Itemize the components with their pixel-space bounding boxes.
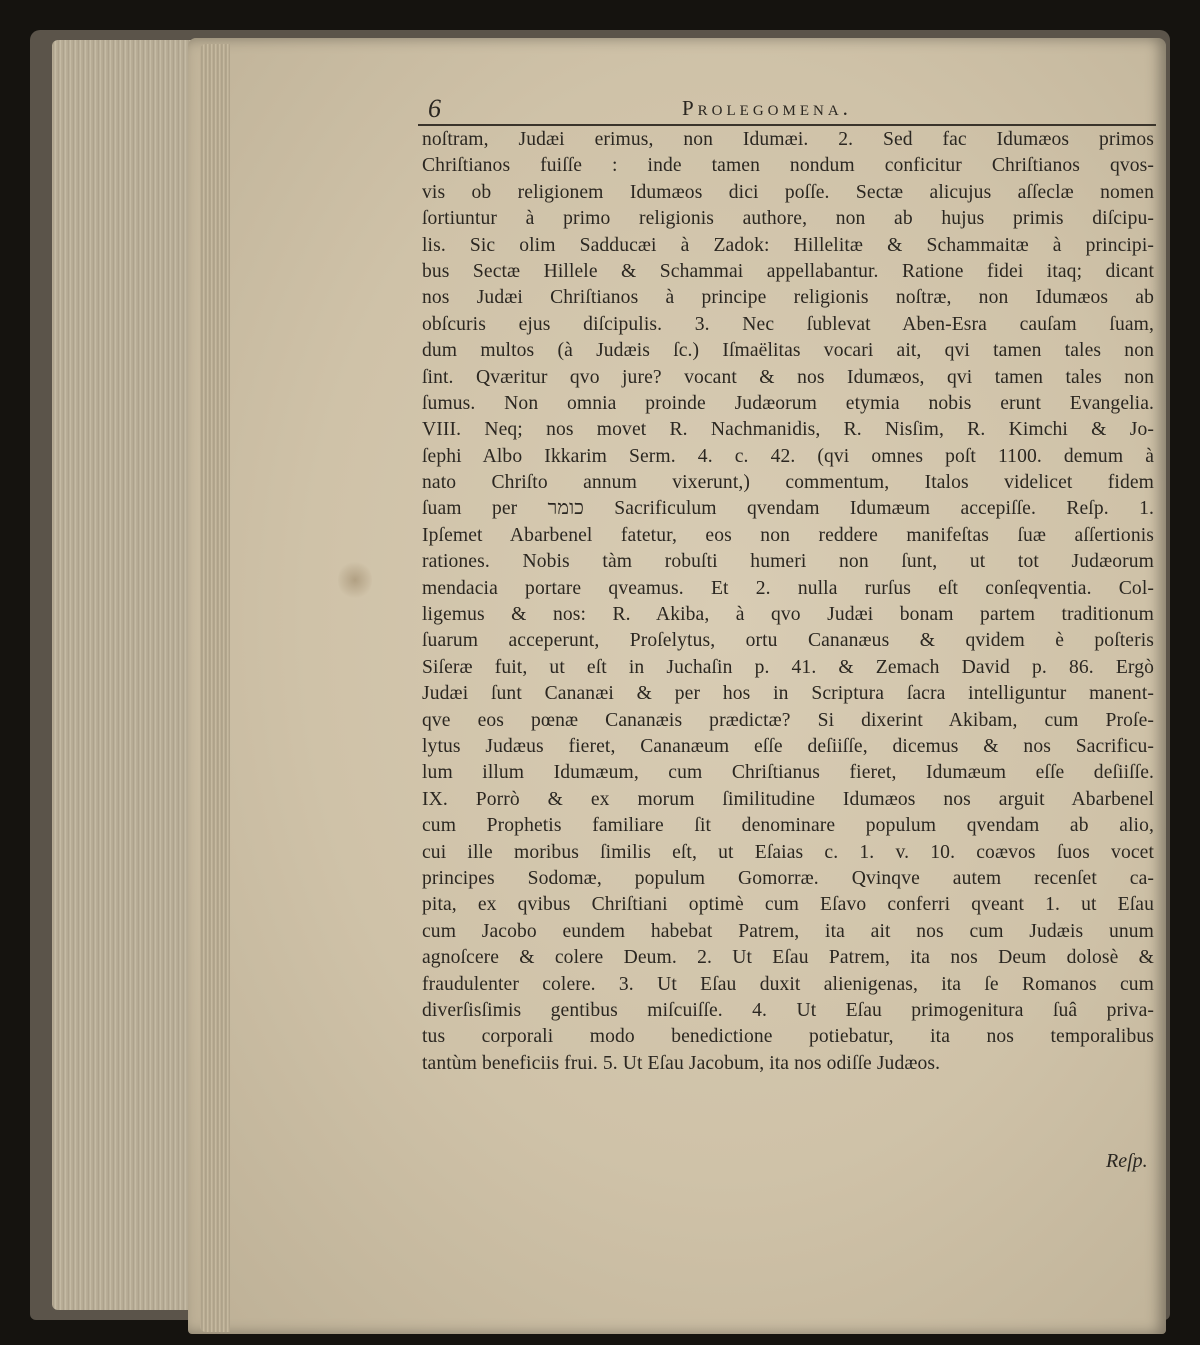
text-line: lis. Sic olim Sadducæi à Zadok: Hillelitæ & Schammaitæ à principi- — [422, 234, 1154, 256]
text-line: vis ob religionem Idumæos dici poſſe. Sectæ alicujus aſſeclæ nomen — [422, 181, 1154, 203]
text-line: pita, ex qvibus Chriſtiani optimè cum Eſavo conferri qveant 1. ut Eſau — [422, 894, 1154, 916]
text-line: agnoſcere & colere Deum. 2. Ut Eſau Patrem, ita nos Deum dolosè & — [422, 947, 1154, 969]
text-line: ſumus. Non omnia proinde Judæorum etymia nobis erunt Evangelia. — [422, 392, 1154, 414]
text-line: bus Sectæ Hillele & Schammai appellabantur. Ratione fidei itaq; dicant — [422, 260, 1154, 282]
text-line: ſuarum acceperunt, Proſelytus, ortu Cananæus & qvidem è poſteris — [422, 630, 1154, 652]
text-line: VIII. Neq; nos movet R. Nachmanidis, R. Nisſim, R. Kimchi & Jo- — [422, 419, 1154, 441]
text-line: IX. Porrò & ex morum ſimilitudine Idumæos nos arguit Abarbenel — [422, 788, 1154, 810]
text-line: principes Sodomæ, populum Gomorræ. Qvinqve autem recenſet ca- — [422, 867, 1154, 889]
text-line: nos Judæi Chriſtianos à principe religionis noſtræ, non Idumæos ab — [422, 287, 1154, 309]
text-line: qve eos pœnæ Cananæis prædictæ? Si dixerint Akibam, cum Proſe- — [422, 709, 1154, 731]
text-line: ſortiuntur à primo religionis authore, non ab hujus primis diſcipu- — [422, 208, 1154, 230]
text-line: nato Chriſto annum vixerunt,) commentum, Italos videlicet fidem — [422, 472, 1154, 494]
text-line: rationes. Nobis tàm robuſti humeri non ſunt, ut tot Judæorum — [422, 551, 1154, 573]
text-line: dum multos (à Judæis ſc.) Iſmaëlitas vocari ait, qvi tamen tales non — [422, 340, 1154, 362]
catchword: Reſp. — [1106, 1150, 1148, 1172]
text-line: ſuam per כומר Sacrificulum qvendam Idumæum accepiſſe. Reſp. 1. — [422, 498, 1154, 520]
body-text — [422, 127, 1154, 1077]
text-line: fraudulenter colere. 3. Ut Eſau duxit alienigenas, ita ſe Romanos cum — [422, 973, 1154, 995]
running-head: Prolegomena. — [682, 96, 852, 120]
page-stack-edge — [200, 44, 230, 1332]
text-line: tus corporali modo benedictione potiebatur, ita nos temporalibus — [422, 1026, 1154, 1048]
page-header — [418, 92, 1158, 126]
text-line: cui ille moribus ſimilis eſt, ut Eſaias c. 1. v. 10. coævos ſuos vocet — [422, 841, 1154, 863]
text-line: ſint. Qværitur qvo jure? vocant & nos Idumæos, qvi tamen tales non — [422, 366, 1154, 388]
text-line: lytus Judæus fieret, Cananæum eſſe deſiiſſe, dicemus & nos Sacrificu- — [422, 735, 1154, 757]
text-line: ligemus & nos: R. Akiba, à qvo Judæi bonam partem traditionum — [422, 604, 1154, 626]
text-line: obſcuris ejus diſcipulis. 3. Nec ſublevat Aben-Esra cauſam ſuam, — [422, 313, 1154, 335]
text-line: cum Jacobo eundem habebat Patrem, ita ait nos cum Judæis unum — [422, 920, 1154, 942]
text-line: mendacia portare qveamus. Et 2. nulla rurſus eſt conſeqventia. Col- — [422, 577, 1154, 599]
text-line: diverſisſimis gentibus miſcuiſſe. 4. Ut Eſau primogenitura ſuâ priva- — [422, 999, 1154, 1021]
text-line: Judæi ſunt Cananæi & per hos in Scriptura ſacra intelliguntur manent- — [422, 683, 1154, 705]
text-line: noſtram, Judæi erimus, non Idumæi. 2. Sed fac Idumæos primos — [422, 129, 1154, 150]
paper-stain — [338, 560, 372, 600]
text-line: cum Prophetis familiare ſit denominare populum qvendam ab alio, — [422, 815, 1154, 837]
text-line: tantùm beneficiis frui. 5. Ut Eſau Jacobum, ita nos odiſſe Judæos. — [422, 1052, 941, 1074]
text-line: lum illum Idumæum, cum Chriſtianus fieret, Idumæum eſſe deſiiſſe. — [422, 762, 1154, 784]
page-number: 6 — [428, 94, 441, 123]
text-line: Ipſemet Abarbenel fatetur, eos non reddere manifeſtas ſuæ aſſertionis — [422, 524, 1154, 546]
text-line: ſephi Albo Ikkarim Serm. 4. c. 42. (qvi omnes poſt 1100. demum à — [422, 445, 1154, 467]
text-line: Chriſtianos fuiſſe : inde tamen nondum conficitur Chriſtianos qvos- — [422, 155, 1154, 177]
text-line: Siſeræ fuit, ut eſt in Juchaſin p. 41. & Zemach David p. 86. Ergò — [422, 656, 1154, 678]
header-rule — [418, 124, 1156, 126]
